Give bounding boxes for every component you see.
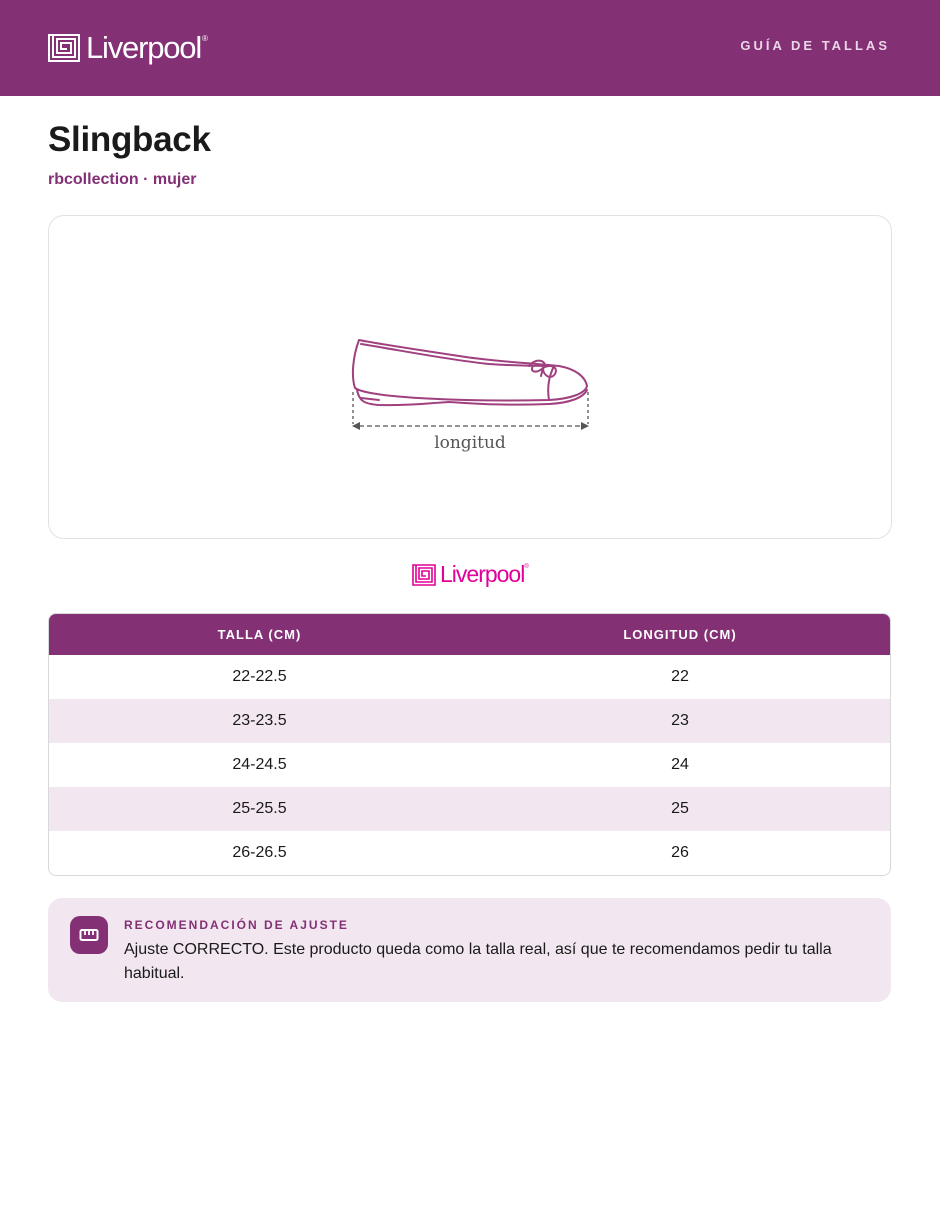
table-row	[49, 699, 890, 743]
measure-label: longitud	[434, 433, 506, 453]
fit-label: RECOMENDACIÓN DE AJUSTE	[124, 918, 349, 932]
table-header-row	[49, 614, 890, 655]
page-header	[0, 0, 940, 96]
length-cell: 25	[470, 787, 890, 831]
column-header-size: TALLA (CM)	[49, 614, 470, 655]
brand-logo	[412, 561, 529, 588]
size-cell: 25-25.5	[49, 787, 470, 831]
length-cell: 26	[671, 844, 689, 861]
flat-shoe-icon	[49, 216, 891, 538]
size-cell: 22-22.5	[232, 668, 287, 685]
ruler-icon	[70, 916, 108, 954]
product-title: Slingback	[48, 120, 211, 159]
liverpool-mark-icon	[412, 564, 436, 586]
liverpool-mark-icon	[48, 34, 80, 62]
liverpool-logo[interactable]	[48, 30, 208, 66]
size-guide-link[interactable]: GUÍA DE TALLAS	[740, 38, 890, 53]
fit-text: Ajuste CORRECTO. Este producto queda como la talla real, así que te recomendamos pedir tu talla habitual.	[124, 941, 832, 982]
size-table	[48, 613, 891, 876]
table-row	[49, 787, 890, 831]
product-subtitle: rbcollection · mujer	[48, 171, 197, 188]
registered-mark: ®	[524, 563, 529, 570]
brand-wordmark: Liverpool	[440, 561, 525, 587]
table-row	[49, 831, 890, 875]
size-cell: 26-26.5	[232, 844, 287, 861]
size-cell: 24-24.5	[232, 756, 287, 773]
length-cell: 24	[671, 756, 689, 773]
table-row	[49, 655, 890, 699]
registered-mark: ®	[202, 33, 208, 43]
column-header-length: LONGITUD (CM)	[470, 614, 890, 655]
fit-recommendation	[48, 898, 891, 1002]
size-cell: 23-23.5	[49, 699, 470, 743]
length-cell: 22	[671, 668, 689, 685]
liverpool-wordmark: Liverpool	[86, 30, 202, 65]
length-cell: 23	[470, 699, 890, 743]
table-row	[49, 743, 890, 787]
shoe-illustration-card	[48, 215, 892, 539]
